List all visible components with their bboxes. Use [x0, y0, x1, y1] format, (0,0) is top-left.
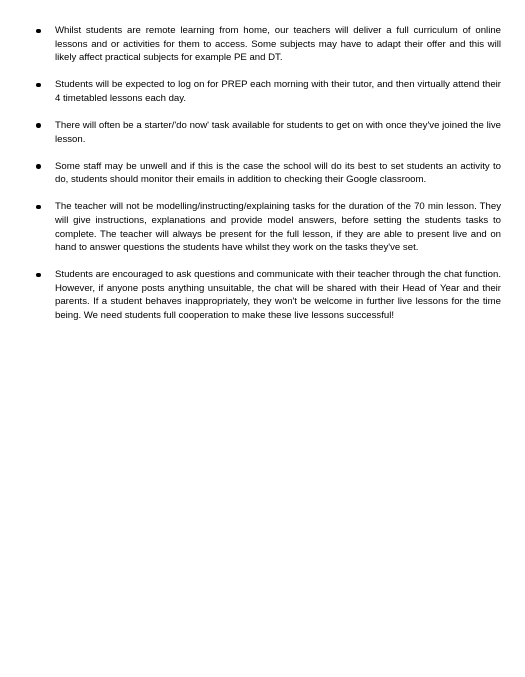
bullet-item-chat-conduct — [36, 268, 501, 322]
bullet-point-icon — [36, 205, 41, 210]
bullet-point-icon — [36, 83, 41, 88]
bullet-item-remote-learning — [36, 24, 501, 65]
bullet-point-icon — [36, 273, 41, 278]
bullet-item-starter-task — [36, 119, 501, 146]
bullet-list — [36, 24, 501, 336]
bullet-text: Some staff may be unwell and if this is the case the school will do its best to set students an activity to do, students should monitor their emails in addition to checking their Google classroom. — [55, 160, 501, 186]
bullet-point-icon — [36, 164, 41, 169]
bullet-point-icon — [36, 123, 41, 128]
bullet-text: Students will be expected to log on for PREP each morning with their tutor, and then virtually attend their 4 timetabled lessons each day. — [55, 79, 501, 104]
bullet-text: The teacher will not be modelling/instructing/explaining tasks for the duration of the 70 min lesson. They will give instructions, explanations and provide model answers, before setting the students tasks to complete. The teacher will always be present for the full lesson, if they are able to present live and on hand to answer questions the students have whilst they work on the tasks they've set. — [55, 201, 501, 254]
bullet-item-staff-unwell — [36, 160, 501, 187]
bullet-text: Students are encouraged to ask questions and communicate with their teacher through the chat function. However, if anyone posts anything unsuitable, the chat will be shared with their Head of Year and their parents. If a student behaves inappropriately, they won't be welcome in further live lessons for the time being. We need students full cooperation to make these live lessons successful! — [55, 269, 501, 321]
bullet-point-icon — [36, 29, 41, 34]
bullet-item-teacher-role — [36, 200, 501, 254]
bullet-item-prep-attendance — [36, 78, 501, 105]
bullet-text: Whilst students are remote learning from home, our teachers will deliver a full curriculum of online lessons and or activities for them to access. Some subjects may have to adapt their offer and this will likely affect practical subjects for example PE and DT. — [55, 25, 501, 64]
bullet-text: There will often be a starter/'do now' task available for students to get on with once they've joined the live lesson. — [55, 119, 501, 145]
